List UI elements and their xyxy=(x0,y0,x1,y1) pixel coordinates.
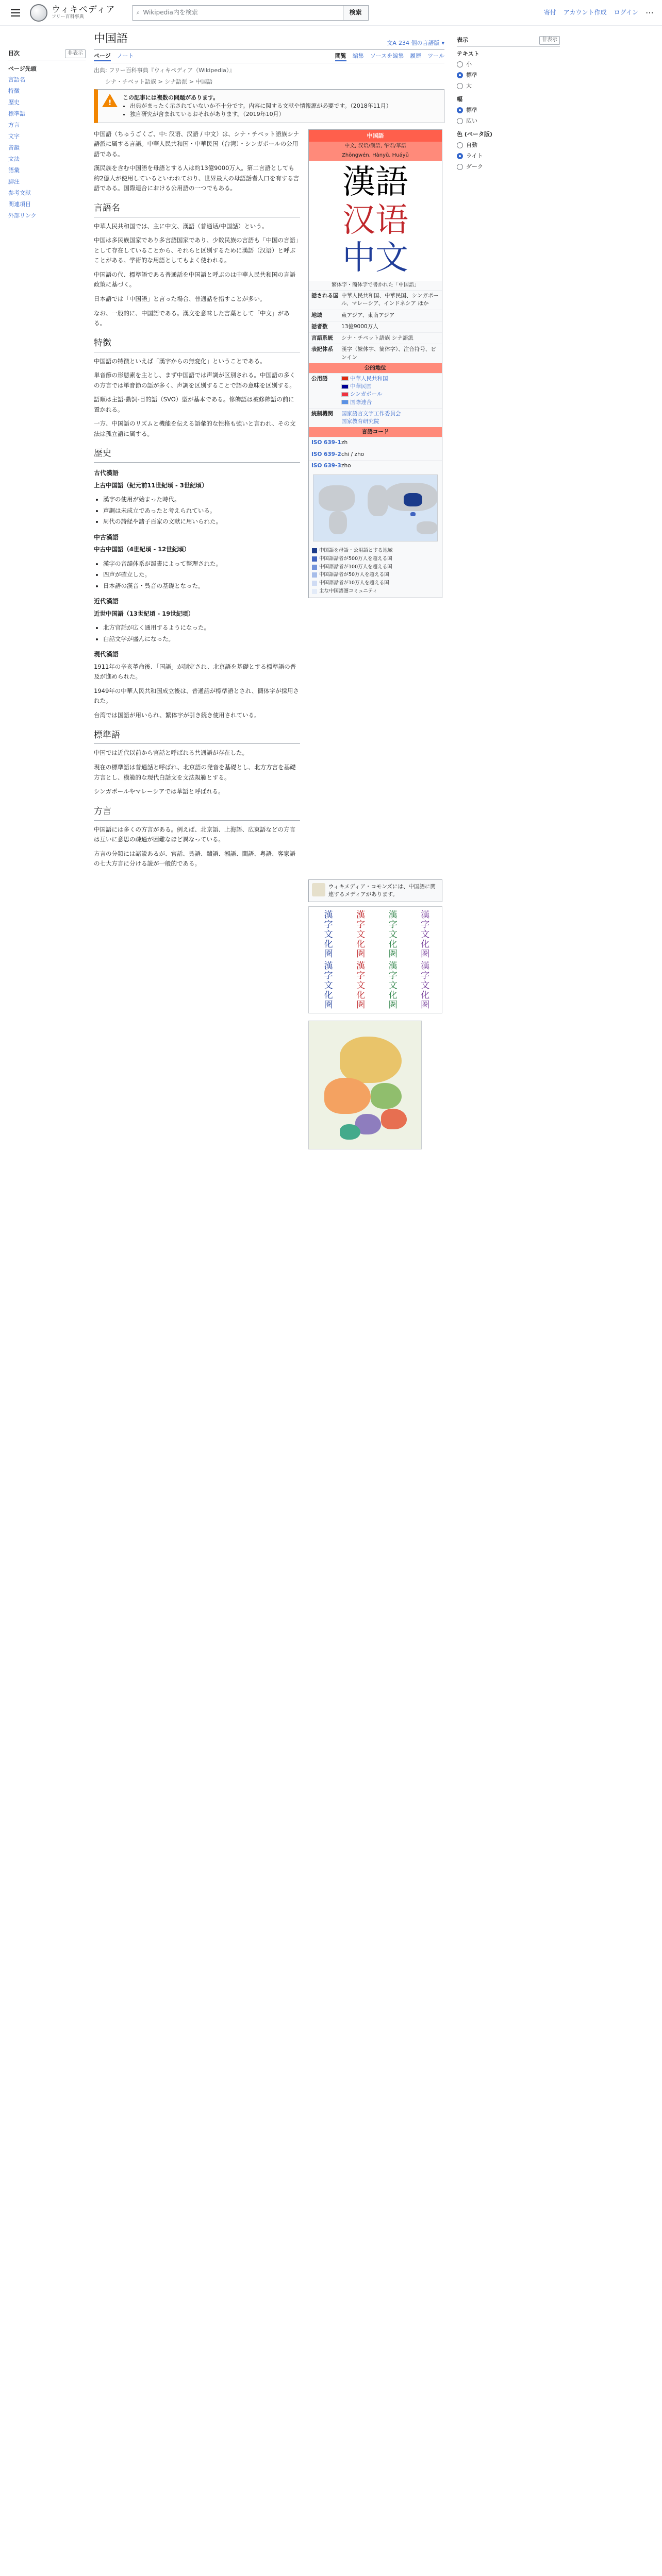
width-option[interactable] xyxy=(457,117,560,125)
toc-item[interactable]: 音韻 xyxy=(8,144,20,151)
section-heading-language-name: 言語名 xyxy=(94,202,120,213)
code-value: zh xyxy=(341,439,348,446)
paragraph: 中華人民共和国では、主に中文、漢語（普通话/中国話）という。 xyxy=(94,222,268,230)
period-label: 中古中国語（4世紀頃 - 12世紀頃） xyxy=(94,546,190,553)
legend-swatch xyxy=(312,556,317,562)
infobox-key: 言語系統 xyxy=(311,335,333,342)
regulator-item[interactable]: 国家教育研究院 xyxy=(341,418,379,425)
subsection-heading: 近代漢語 xyxy=(94,598,119,605)
glyph-cell: 漢字文化圏 xyxy=(386,910,397,959)
color-label: ライト xyxy=(466,152,483,159)
legend-item xyxy=(312,564,439,571)
donate-link[interactable]: 寄付 xyxy=(543,8,556,16)
section-heading-features: 特徴 xyxy=(94,337,111,348)
radio-button[interactable] xyxy=(457,118,463,124)
toc-item[interactable]: 参考文献 xyxy=(8,189,31,196)
toc-hide-button[interactable]: 非表示 xyxy=(65,49,86,58)
infobox-status-head: 公的地位 xyxy=(309,363,442,373)
regulator-label: 統制機関 xyxy=(311,410,333,417)
paragraph: シンガポールやマレーシアでは華語と呼ばれる。 xyxy=(94,788,224,795)
lead-paragraph: 中国語（ちゅうごくご、中: 汉语、汉語 / 中文）は、シナ・チベット語族シナ語派に属する言語。中華人民共和国・中華民国（台湾）・シンガポールの公用語である。 xyxy=(94,130,300,158)
section-heading-dialects: 方言 xyxy=(94,806,111,817)
toc-item[interactable]: 特徴 xyxy=(8,88,20,95)
flag-icon xyxy=(341,376,349,381)
paragraph: なお、一般的に、中国語である。漢文を意味した言葉として「中文」がある。 xyxy=(94,309,290,327)
infobox-value: 13億9000万人 xyxy=(341,323,378,330)
language-codes xyxy=(309,437,442,471)
code-row xyxy=(309,449,442,460)
code-key[interactable]: ISO 639-3 xyxy=(311,462,341,469)
list-item: • 声調は未成立であったと考えられている。 xyxy=(103,506,300,516)
commons-icon xyxy=(312,883,325,896)
text-size-option[interactable] xyxy=(457,82,560,90)
legend-item xyxy=(312,571,439,579)
page-title: 中国語 xyxy=(94,32,128,45)
toc-item[interactable]: 文字 xyxy=(8,133,20,140)
paragraph: 台湾では国語が用いられ、繁体字が引き続き使用されている。 xyxy=(94,711,260,719)
width-label: 標準 xyxy=(466,107,477,114)
tab-talk[interactable]: ノート xyxy=(117,52,134,59)
regulator-list xyxy=(341,410,439,426)
glyph-simplified: 汉语 xyxy=(342,201,408,240)
toc-item[interactable]: 脚注 xyxy=(8,178,20,185)
list-item: • 白話文学が盛んになった。 xyxy=(103,634,300,645)
toc-list xyxy=(8,63,86,222)
site-logo[interactable] xyxy=(30,4,115,22)
flag-icon xyxy=(341,392,349,397)
legend-item xyxy=(312,580,439,587)
article-body xyxy=(94,129,300,873)
section-heading-standard: 標準語 xyxy=(94,730,120,740)
appearance-hide-button[interactable]: 非表示 xyxy=(539,36,560,45)
map-legend xyxy=(309,545,442,598)
toc-item[interactable]: ページ先頭 xyxy=(8,65,37,72)
tab-tools[interactable]: ツール xyxy=(427,52,444,59)
infobox-rows xyxy=(309,290,442,363)
period-label: 近世中国語（13世紀頃 - 19世紀頃） xyxy=(94,609,194,617)
official-item[interactable] xyxy=(341,383,439,391)
width-label: 広い xyxy=(466,117,477,125)
infobox-key: 地域 xyxy=(311,312,322,318)
toc-item[interactable]: 標準語 xyxy=(8,110,25,117)
search-button[interactable]: 検索 xyxy=(343,5,369,21)
notice-title: この記事には複数の問題があります。 xyxy=(123,94,219,101)
glyph-cell: 漢字文化圏 xyxy=(354,961,365,1010)
code-key[interactable]: ISO 639-2 xyxy=(311,451,341,457)
language-icon: 文A xyxy=(387,39,396,46)
user-links xyxy=(544,7,654,19)
paragraph: 中国語の代、標準語である普通話を中国語と呼ぶのは中華人民共和国の言語政策に基づく。 xyxy=(94,270,295,289)
width-options xyxy=(457,106,560,125)
paragraph: 中国語の特徴といえば「漢字からの無変化」ということである。 xyxy=(94,357,266,365)
paragraph: 語順は主語-動詞-目的語（SVO）型が基本である。修飾語は被修飾語の前に置かれる。 xyxy=(94,396,294,413)
color-label: ダーク xyxy=(466,163,483,170)
main-content xyxy=(94,31,444,1149)
infobox-native-names: 中文, 汉语/漢語, 华语/華語 xyxy=(309,142,442,151)
infobox-value: 漢字（繁体字、簡体字）、注音符号、ピンイン xyxy=(341,346,436,361)
main-menu-icon[interactable] xyxy=(8,6,23,20)
paragraph: 一方、中国語のリズムと機能を伝える語彙的な性格も強いと言われ、その文法は孤立語に属する。 xyxy=(94,420,296,437)
color-option[interactable] xyxy=(457,163,560,171)
radio-button[interactable] xyxy=(457,61,463,67)
code-row xyxy=(309,460,442,471)
color-options xyxy=(457,141,560,171)
text-size-label: 小 xyxy=(466,61,472,68)
toc-item[interactable]: 語彙 xyxy=(8,166,20,174)
flag-icon xyxy=(341,384,349,389)
list-item: • 漢字の使用が始まった時代。 xyxy=(103,495,300,505)
infobox-key: 話される国 xyxy=(311,293,339,299)
toc-item[interactable]: 外部リンク xyxy=(8,212,37,219)
glyph-cell: 漢字文化圏 xyxy=(419,910,429,959)
section-heading-history: 歴史 xyxy=(94,448,111,459)
subsection-heading: 現代漢語 xyxy=(94,651,119,658)
radio-button[interactable] xyxy=(457,142,463,148)
glyph-zhongwen: 中文 xyxy=(342,239,408,278)
legend-swatch xyxy=(312,572,317,578)
dialect-map[interactable] xyxy=(308,1021,422,1149)
language-button[interactable] xyxy=(387,39,444,47)
warning-icon xyxy=(102,94,118,107)
toc-item[interactable]: 歴史 xyxy=(8,99,20,106)
legend-label: 中国語話者が100万人を超える国 xyxy=(319,564,392,570)
search-input[interactable] xyxy=(132,5,343,21)
login-link[interactable]: ログイン xyxy=(614,8,638,16)
list-item: • 漢字の音韻体系が韻書によって整理された。 xyxy=(103,559,300,569)
width-heading: 幅 xyxy=(457,96,462,103)
tab-history[interactable]: 履歴 xyxy=(410,52,422,59)
list-item: • 四声が確立した。 xyxy=(103,570,300,580)
tab-edit[interactable]: 編集 xyxy=(352,52,364,59)
color-option[interactable] xyxy=(457,152,560,160)
breadcrumb: シナ・チベット語族 > シナ語派 > 中国語 xyxy=(105,78,213,85)
page-tabs xyxy=(94,52,444,63)
period-label: 上古中国語（紀元前11世紀頃 - 3世紀頃） xyxy=(94,481,208,489)
toc-heading: 目次 xyxy=(8,50,20,57)
glyph-cell: 漢字文化圏 xyxy=(322,910,333,959)
notice-item: • 独自研究が含まれているおそれがあります。（2019年10月） xyxy=(130,110,392,118)
infobox-value: 東アジア、東南アジア xyxy=(341,312,395,318)
commons-text[interactable]: ウィキメディア・コモンズには、中国語に関連するメディアがあります。 xyxy=(328,883,436,897)
official-label: 公用語 xyxy=(311,375,328,382)
flag-icon xyxy=(341,400,349,404)
code-value: chi / zho xyxy=(341,451,365,457)
legend-swatch xyxy=(312,589,317,594)
infobox-row xyxy=(309,310,442,321)
text-size-option[interactable] xyxy=(457,71,560,79)
create-account-link[interactable]: アカウント作成 xyxy=(563,8,607,16)
paragraph: 現在の標準語は普通話と呼ばれ、北京語の発音を基礎とし、北方方言を基礎方言とし、模範的な現代白話文を文法規範とする。 xyxy=(94,763,296,781)
lead-paragraph: 漢民族を含む中国語を母語とする人は約13億9000万人。第二言語としても約2億人が使用しているといわれており、世界最大の母語話者人口を有する言語である。国際連合における公用語の一つでもある。 xyxy=(94,164,300,192)
paragraph: 中国は多民族国家であり多言語国家であり、少数民族の言語も「中国の言語」として存在していることから、それらと区別するために漢語（汉语）と呼ぶことがある。学術的な用語としてもよく使われる。 xyxy=(94,236,299,264)
official-item[interactable] xyxy=(341,375,439,383)
infobox-row xyxy=(309,344,442,363)
official-item[interactable] xyxy=(341,399,439,406)
appearance-panel xyxy=(457,31,560,174)
radio-button[interactable] xyxy=(457,72,463,78)
infobox-codes-head: 言語コード xyxy=(309,427,442,437)
chevron-down-icon: ▾ xyxy=(441,39,444,46)
radio-button[interactable] xyxy=(457,83,463,89)
text-size-label: 大 xyxy=(466,82,472,90)
paragraph: 単音節の形態素を主とし、まず中国語では声調が区別される。中国語の多くの方言では単音節の語が多く、声調を区別することで語の意味を区別する。 xyxy=(94,371,295,389)
list-item: • 北方官話が広く通用するようになった。 xyxy=(103,623,300,633)
radio-button[interactable] xyxy=(457,164,463,170)
infobox-value: 中華人民共和国、中華民国、シンガポール、マレーシア、インドネシア ほか xyxy=(341,293,439,307)
text-size-label: 標準 xyxy=(466,72,477,79)
color-label: 自動 xyxy=(466,142,477,148)
table-of-contents xyxy=(8,49,86,222)
search-form xyxy=(132,5,369,21)
infobox xyxy=(308,129,442,598)
list-item: • 周代の詩経や諸子百家の文献に用いられた。 xyxy=(103,517,300,527)
site-tagline: フリー百科事典 xyxy=(52,14,84,20)
paragraph: 1911年の辛亥革命後、「国語」が制定され、北京語を基礎とする標準語の普及が進められた。 xyxy=(94,663,296,681)
legend-label: 主な中国語圏コミュニティ xyxy=(319,588,378,594)
subsection-heading: 中古漢語 xyxy=(94,533,119,541)
code-value: zho xyxy=(341,462,351,469)
glyph-cell: 漢字文化圏 xyxy=(419,961,429,1010)
infobox-row xyxy=(309,290,442,309)
official-name: 国際連合 xyxy=(350,399,372,405)
radio-button[interactable] xyxy=(457,153,463,159)
list-item: • 日本語の漢音・呉音の基礎となった。 xyxy=(103,581,300,591)
infobox-title: 中国語 xyxy=(309,130,442,142)
toc-item[interactable]: 言語名 xyxy=(8,76,25,83)
search-icon: ⌕ xyxy=(136,8,140,16)
site-name: ウィキペディア xyxy=(52,5,115,15)
more-options-icon[interactable]: ⋯ xyxy=(646,7,654,18)
legend-swatch xyxy=(312,581,317,586)
color-option[interactable] xyxy=(457,141,560,149)
infobox-image xyxy=(309,161,442,281)
legend-item xyxy=(312,547,439,554)
legend-item xyxy=(312,588,439,595)
issues-notice xyxy=(94,89,444,123)
kanji-sphere-image xyxy=(308,906,442,1013)
site-header xyxy=(0,0,662,26)
glyph-cell: 漢字文化圏 xyxy=(354,910,365,959)
language-count: 234 個の言語版 xyxy=(398,39,440,46)
tab-read[interactable]: 閲覧 xyxy=(335,52,346,61)
text-size-options xyxy=(457,60,560,90)
radio-button[interactable] xyxy=(457,107,463,113)
code-key[interactable]: ISO 639-1 xyxy=(311,439,341,446)
infobox-caption: 繁体字・簡体字で書かれた「中国語」 xyxy=(332,282,419,288)
regulator-item[interactable]: 国家語言文字工作委員会 xyxy=(341,410,401,417)
legend-label: 中国語を母語・公用語とする地域 xyxy=(319,548,393,554)
glyph-traditional: 漢語 xyxy=(342,163,408,201)
appearance-heading: 表示 xyxy=(457,37,468,43)
notice-item: • 出典がまったく示されていないか不十分です。内容に関する文献や情報源が必要です。（2018年11月） xyxy=(130,102,392,110)
speaker-world-map[interactable] xyxy=(313,474,438,541)
official-name: シンガポール xyxy=(350,391,383,398)
infobox-key: 話者数 xyxy=(311,323,328,330)
toc-item[interactable]: 文法 xyxy=(8,156,20,162)
official-list xyxy=(341,375,439,406)
toc-item[interactable]: 方言 xyxy=(8,122,20,129)
infobox-value: シナ・チベット語族 シナ語派 xyxy=(341,335,413,342)
official-name: 中華民国 xyxy=(350,383,372,390)
infobox-key: 表記体系 xyxy=(311,346,333,353)
infobox-row xyxy=(309,332,442,344)
legend-item xyxy=(312,555,439,563)
legend-swatch xyxy=(312,565,317,570)
from-line: 出典: フリー百科事典『ウィキペディア（Wikipedia）』 xyxy=(94,66,235,74)
wikipedia-globe-icon xyxy=(30,4,47,22)
text-size-heading: テキスト xyxy=(457,50,479,57)
paragraph: 方言の分類には諸説あるが、官話、呉語、贛語、湘語、閩語、粤語、客家語の七大方言に分ける説が一般的である。 xyxy=(94,850,295,868)
search-placeholder: Wikipedia内を検索 xyxy=(143,8,198,16)
glyph-cell: 漢字文化圏 xyxy=(322,961,333,1010)
infobox-row xyxy=(309,321,442,332)
legend-label: 中国語話者が500万人を超える国 xyxy=(319,555,392,562)
legend-label: 中国語話者が50万人を超える国 xyxy=(319,572,389,578)
color-heading: 色 (ベータ版) xyxy=(457,131,492,138)
official-item[interactable] xyxy=(341,391,439,398)
subsection-heading: 古代漢語 xyxy=(94,469,119,477)
code-row xyxy=(309,437,442,448)
paragraph: 中国語には多くの方言がある。例えば、北京語、上海語、広東語などの方言は互いに意思の疎通が困難なほど異なっている。 xyxy=(94,825,295,843)
legend-swatch xyxy=(312,548,317,553)
toc-item[interactable]: 関連項目 xyxy=(8,200,31,208)
text-size-option[interactable] xyxy=(457,60,560,69)
paragraph: 1949年の中華人民共和国成立後は、普通話が標準語とされ、簡体字が採用された。 xyxy=(94,687,299,705)
infobox-romanization: Zhōngwén, Hànyǔ, Huáyǔ xyxy=(309,151,442,161)
commons-box xyxy=(308,879,442,902)
paragraph: 日本語では「中国語」と言った場合、普通話を指すことが多い。 xyxy=(94,295,266,302)
glyph-cell: 漢字文化圏 xyxy=(386,961,397,1010)
tab-edit-source[interactable]: ソースを編集 xyxy=(370,52,404,59)
width-option[interactable] xyxy=(457,106,560,114)
paragraph: 中国では近代以前から官話と呼ばれる共通語が存在した。 xyxy=(94,749,248,757)
tab-article[interactable]: ページ xyxy=(94,52,111,61)
legend-label: 中国語話者が10万人を超える国 xyxy=(319,580,389,586)
official-name: 中華人民共和国 xyxy=(350,375,388,382)
